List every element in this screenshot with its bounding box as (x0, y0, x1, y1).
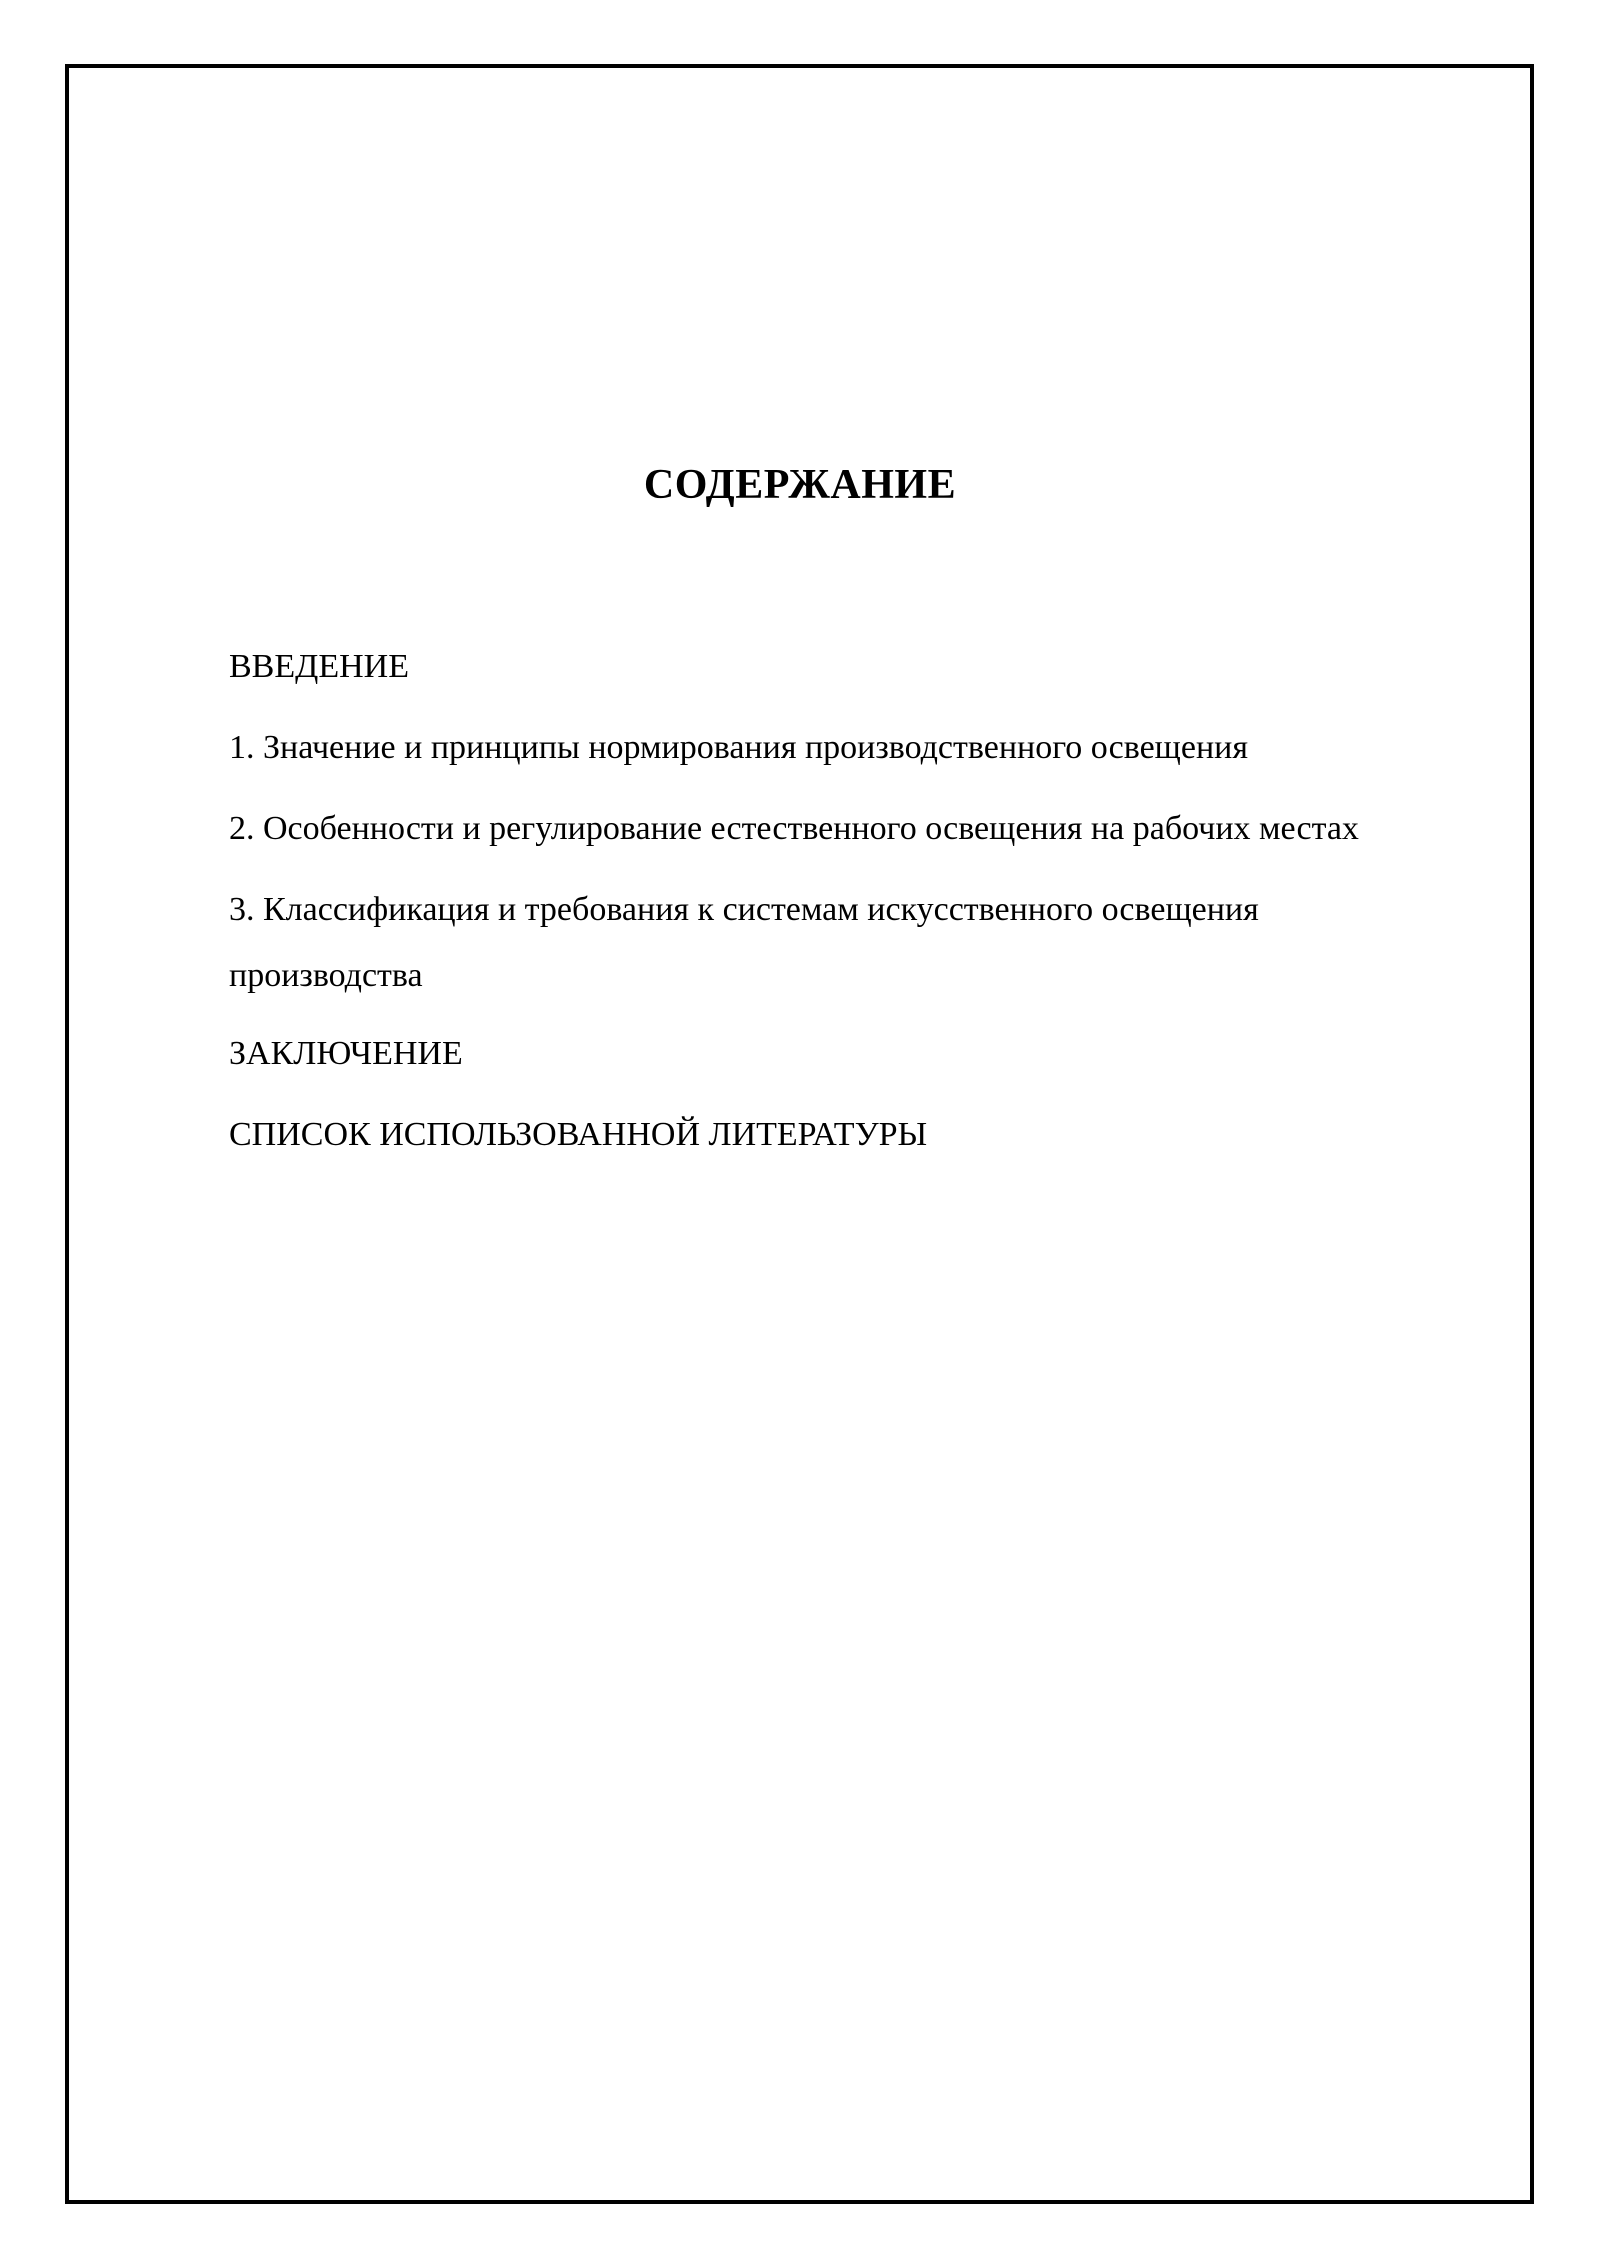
toc-item-section-1: 1. Значение и принципы нормирования производственного освещения (229, 729, 1248, 766)
toc-item-introduction: ВВЕДЕНИЕ (229, 648, 409, 685)
toc-item-conclusion: ЗАКЛЮЧЕНИЕ (229, 1035, 463, 1072)
page-title: СОДЕРЖАНИЕ (643, 462, 957, 508)
toc-item-section-2: 2. Особенности и регулирование естественного освещения на рабочих местах (229, 810, 1359, 847)
toc-item-references: СПИСОК ИСПОЛЬЗОВАННОЙ ЛИТЕРАТУРЫ (229, 1116, 928, 1153)
toc-item-section-3: 3. Классификация и требования к системам искусственного освещения производства (229, 891, 1259, 994)
